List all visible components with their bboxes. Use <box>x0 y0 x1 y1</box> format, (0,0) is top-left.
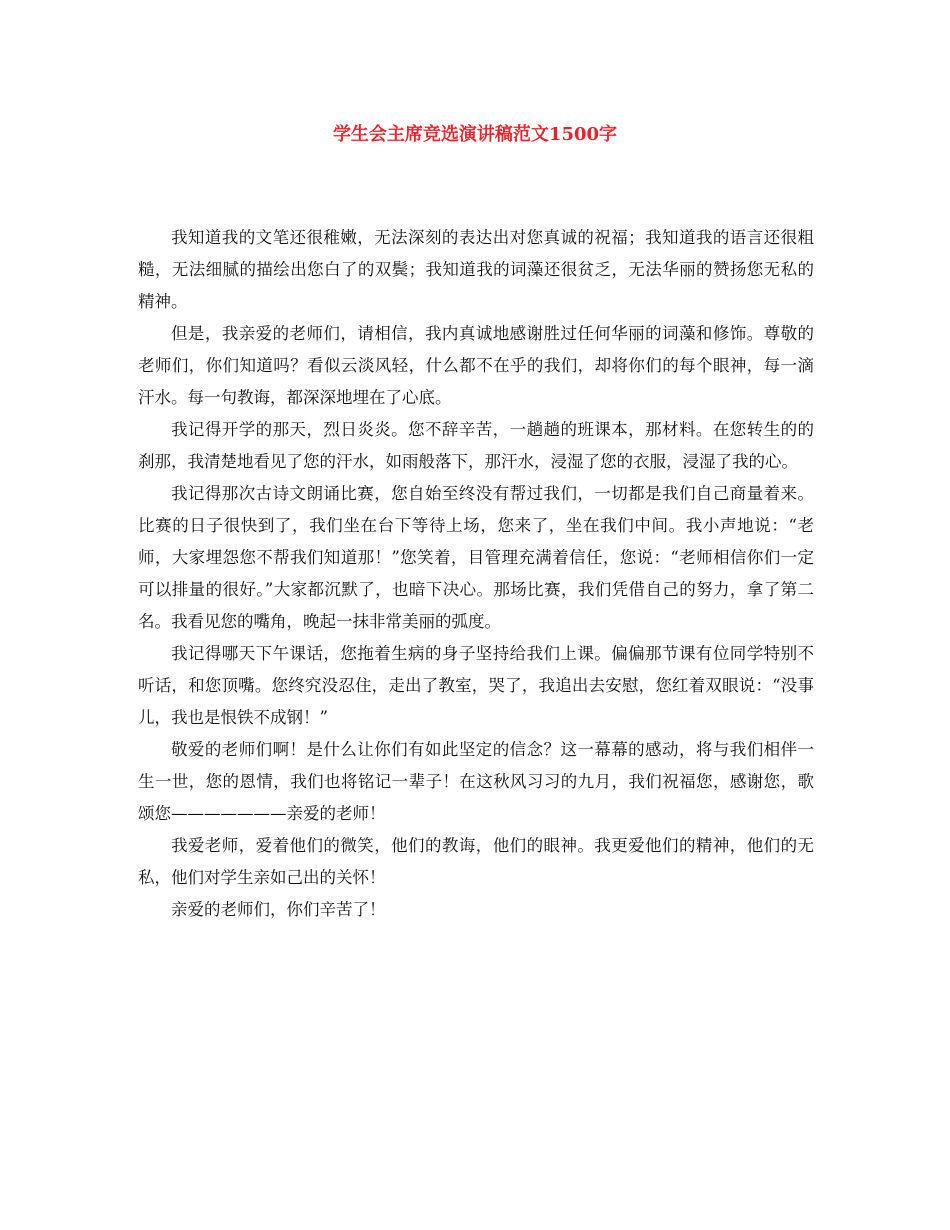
document-body <box>138 222 814 926</box>
paragraph-6: 敬爱的老师们啊！是什么让你们有如此坚定的信念？这一幕幕的感动，将与我们相伴一生一世，您的恩情，我们也将铭记一辈子！在这秋风习习的九月，我们祝福您，感谢您，歌颂您———————亲爱的老师！ <box>138 740 814 823</box>
paragraph-1: 我知道我的文笔还很稚嫩，无法深刻的表达出对您真诚的祝福；我知道我的语言还很粗糙，无法细腻的描绘出您白了的双鬓；我知道我的词藻还很贫乏，无法华丽的赞扬您无私的精神。 <box>138 228 814 311</box>
paragraph-3: 我记得开学的那天，烈日炎炎。您不辞辛苦，一趟趟的班课本，那材料。在您转生的的刹那，我清楚地看见了您的汗水，如雨般落下，那汗水，浸湿了您的衣服，浸湿了我的心。 <box>138 420 814 471</box>
paragraph-8: 亲爱的老师们，你们辛苦了！ <box>171 900 386 919</box>
paragraph-2: 但是，我亲爱的老师们，请相信，我内真诚地感谢胜过任何华丽的词藻和修饰。尊敬的老师们，你们知道吗？看似云淡风轻，什么都不在乎的我们，却将你们的每个眼神，每一滴汗水。每一句教诲，都深深地埋在了心底。 <box>138 324 814 407</box>
document-title: 学生会主席竞选演讲稿范文1500字 <box>332 124 618 145</box>
paragraph-5: 我记得哪天下午课话，您拖着生病的身子坚持给我们上课。偏偏那节课有位同学特别不听话，和您顶嘴。您终究没忍住，走出了教室，哭了，我追出去安慰，您红着双眼说：“没事儿，我也是恨铁不成钢！” <box>138 644 814 727</box>
paragraph-7: 我爱老师，爱着他们的微笑，他们的教诲，他们的眼神。我更爱他们的精神，他们的无私，他们对学生亲如己出的关怀！ <box>138 836 814 887</box>
paragraph-4: 我记得那次古诗文朗诵比赛，您自始至终没有帮过我们，一切都是我们自己商量着来。比赛的日子很快到了，我们坐在台下等待上场，您来了，坐在我们中间。我小声地说：“老师，大家埋怨您不帮我们知道那！”您笑着，目管理充满着信任，您说：“老师相信你们一定可以排量的很好。”大家都沉默了，也暗下决心。那场比赛，我们凭借自己的努力，拿了第二名。我看见您的嘴角，晚起一抹非常美丽的弧度。 <box>138 484 814 631</box>
